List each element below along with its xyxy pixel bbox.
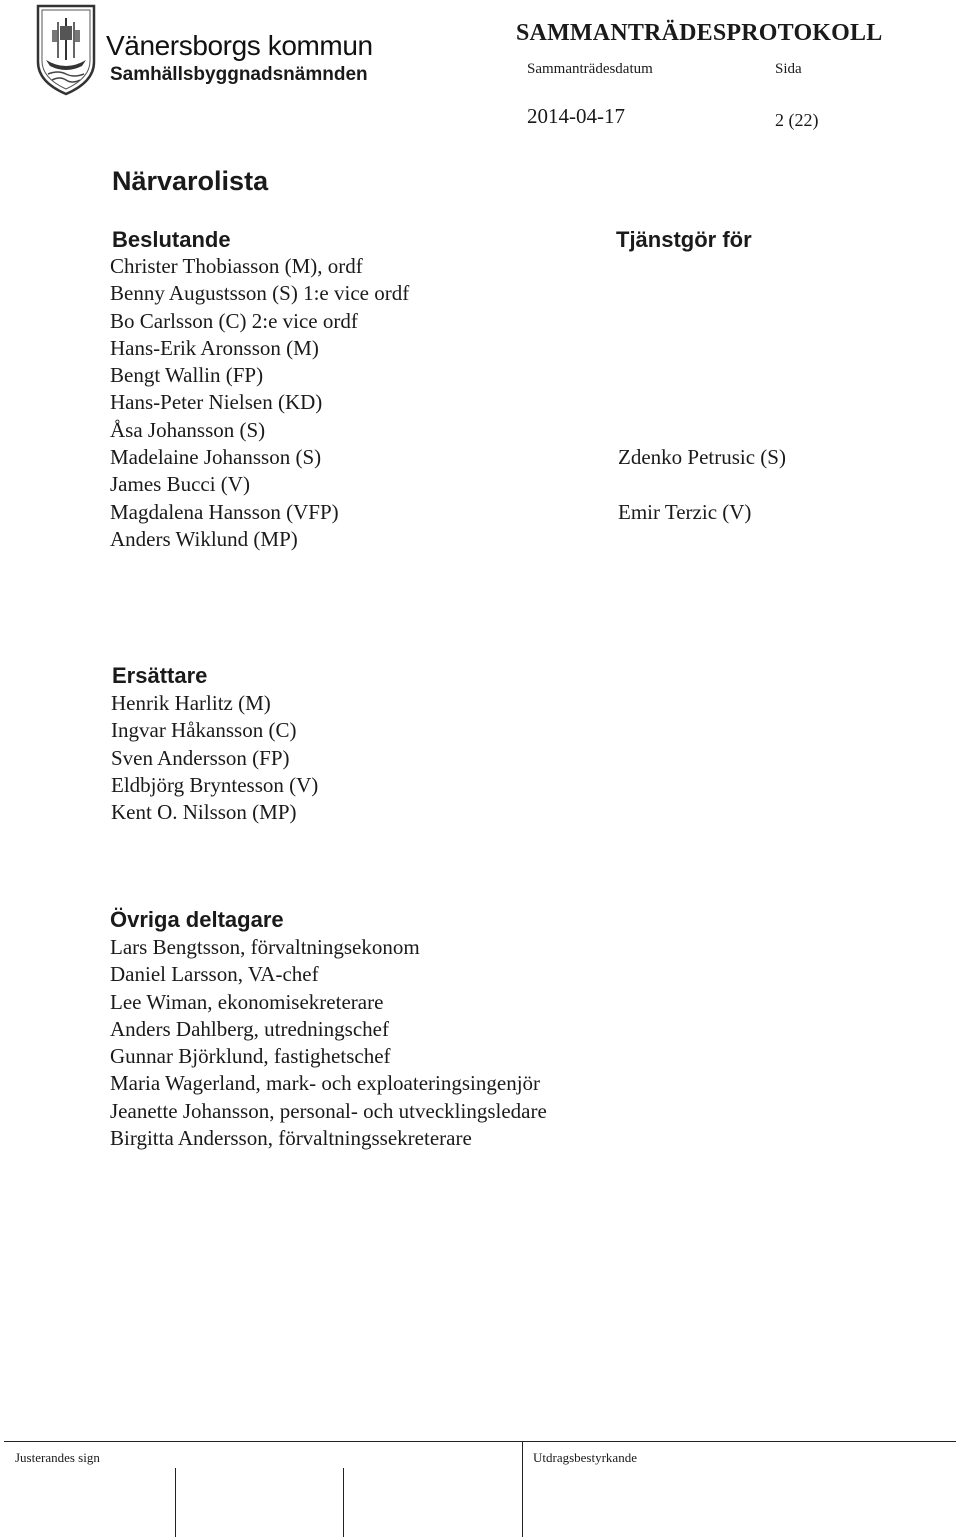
list-item: Lee Wiman, ekonomisekreterare xyxy=(110,989,384,1014)
list-item: Henrik Harlitz (M) xyxy=(111,691,271,715)
serving-for-heading: Tjänstgör för xyxy=(616,227,752,252)
meeting-date-label: Sammanträdesdatum xyxy=(527,61,653,77)
list-item: Hans-Peter Nielsen (KD) xyxy=(110,390,323,415)
document-title: SAMMANTRÄDESPROTOKOLL xyxy=(516,20,883,46)
list-item: Eldbjörg Bryntesson (V) xyxy=(111,772,319,797)
list-item: Kent O. Nilsson (MP) xyxy=(111,800,297,825)
list-item: Madelaine Johansson (S) xyxy=(110,445,322,470)
list-item: Bo Carlsson (C) 2:e vice ordf xyxy=(110,308,358,333)
organization-name: Vänersborgs kommun xyxy=(106,30,373,61)
other-participants-heading: Övriga deltagare xyxy=(110,907,284,932)
serving-for-entry: Emir Terzic (V) xyxy=(618,500,752,524)
page-title: Närvarolista xyxy=(112,166,269,196)
page-label: Sida xyxy=(775,61,802,77)
signature-box-divider xyxy=(175,1468,176,1537)
footer-divider xyxy=(522,1441,523,1537)
list-item: Sven Andersson (FP) xyxy=(111,745,290,770)
committee-name: Samhällsbyggnadsnämnden xyxy=(110,64,368,85)
list-item: Benny Augustsson (S) 1:e vice ordf xyxy=(110,281,410,306)
decision-makers-list xyxy=(110,253,409,553)
substitutes-list xyxy=(111,690,318,826)
adjuster-signature-label: Justerandes sign xyxy=(15,1450,100,1465)
extract-certification-label: Utdragsbestyrkande xyxy=(533,1450,637,1465)
list-item: Ingvar Håkansson (C) xyxy=(111,718,297,743)
list-item: Jeanette Johansson, personal- och utvecklingsledare xyxy=(110,1098,547,1123)
list-item: Daniel Larsson, VA-chef xyxy=(110,962,319,987)
list-item: Gunnar Björklund, fastighetschef xyxy=(110,1044,391,1069)
list-item: Anders Dahlberg, utredningschef xyxy=(110,1016,389,1041)
list-item: Magdalena Hansson (VFP) xyxy=(110,499,339,524)
other-participants-list xyxy=(110,934,547,1152)
list-item: Anders Wiklund (MP) xyxy=(110,526,298,551)
list-item: Maria Wagerland, mark- och exploateringsingenjör xyxy=(110,1071,541,1096)
serving-for-entry: Zdenko Petrusic (S) xyxy=(618,445,786,469)
list-item: Hans-Erik Aronsson (M) xyxy=(110,335,319,360)
footer-rule xyxy=(4,1441,956,1442)
municipality-crest-logo xyxy=(34,2,98,96)
substitutes-heading: Ersättare xyxy=(112,663,208,688)
page-number-value: 2 (22) xyxy=(775,110,819,130)
list-item: Lars Bengtsson, förvaltningsekonom xyxy=(110,935,420,959)
decision-makers-heading: Beslutande xyxy=(112,227,231,252)
list-item: Birgitta Andersson, förvaltningssekreterare xyxy=(110,1126,472,1151)
list-item: Åsa Johansson (S) xyxy=(110,417,266,442)
list-item: Christer Thobiasson (M), ordf xyxy=(110,254,363,278)
meeting-date-value: 2014-04-17 xyxy=(527,104,625,128)
list-item: Bengt Wallin (FP) xyxy=(110,363,264,388)
signature-box-divider xyxy=(343,1468,344,1537)
list-item: James Bucci (V) xyxy=(110,472,250,497)
